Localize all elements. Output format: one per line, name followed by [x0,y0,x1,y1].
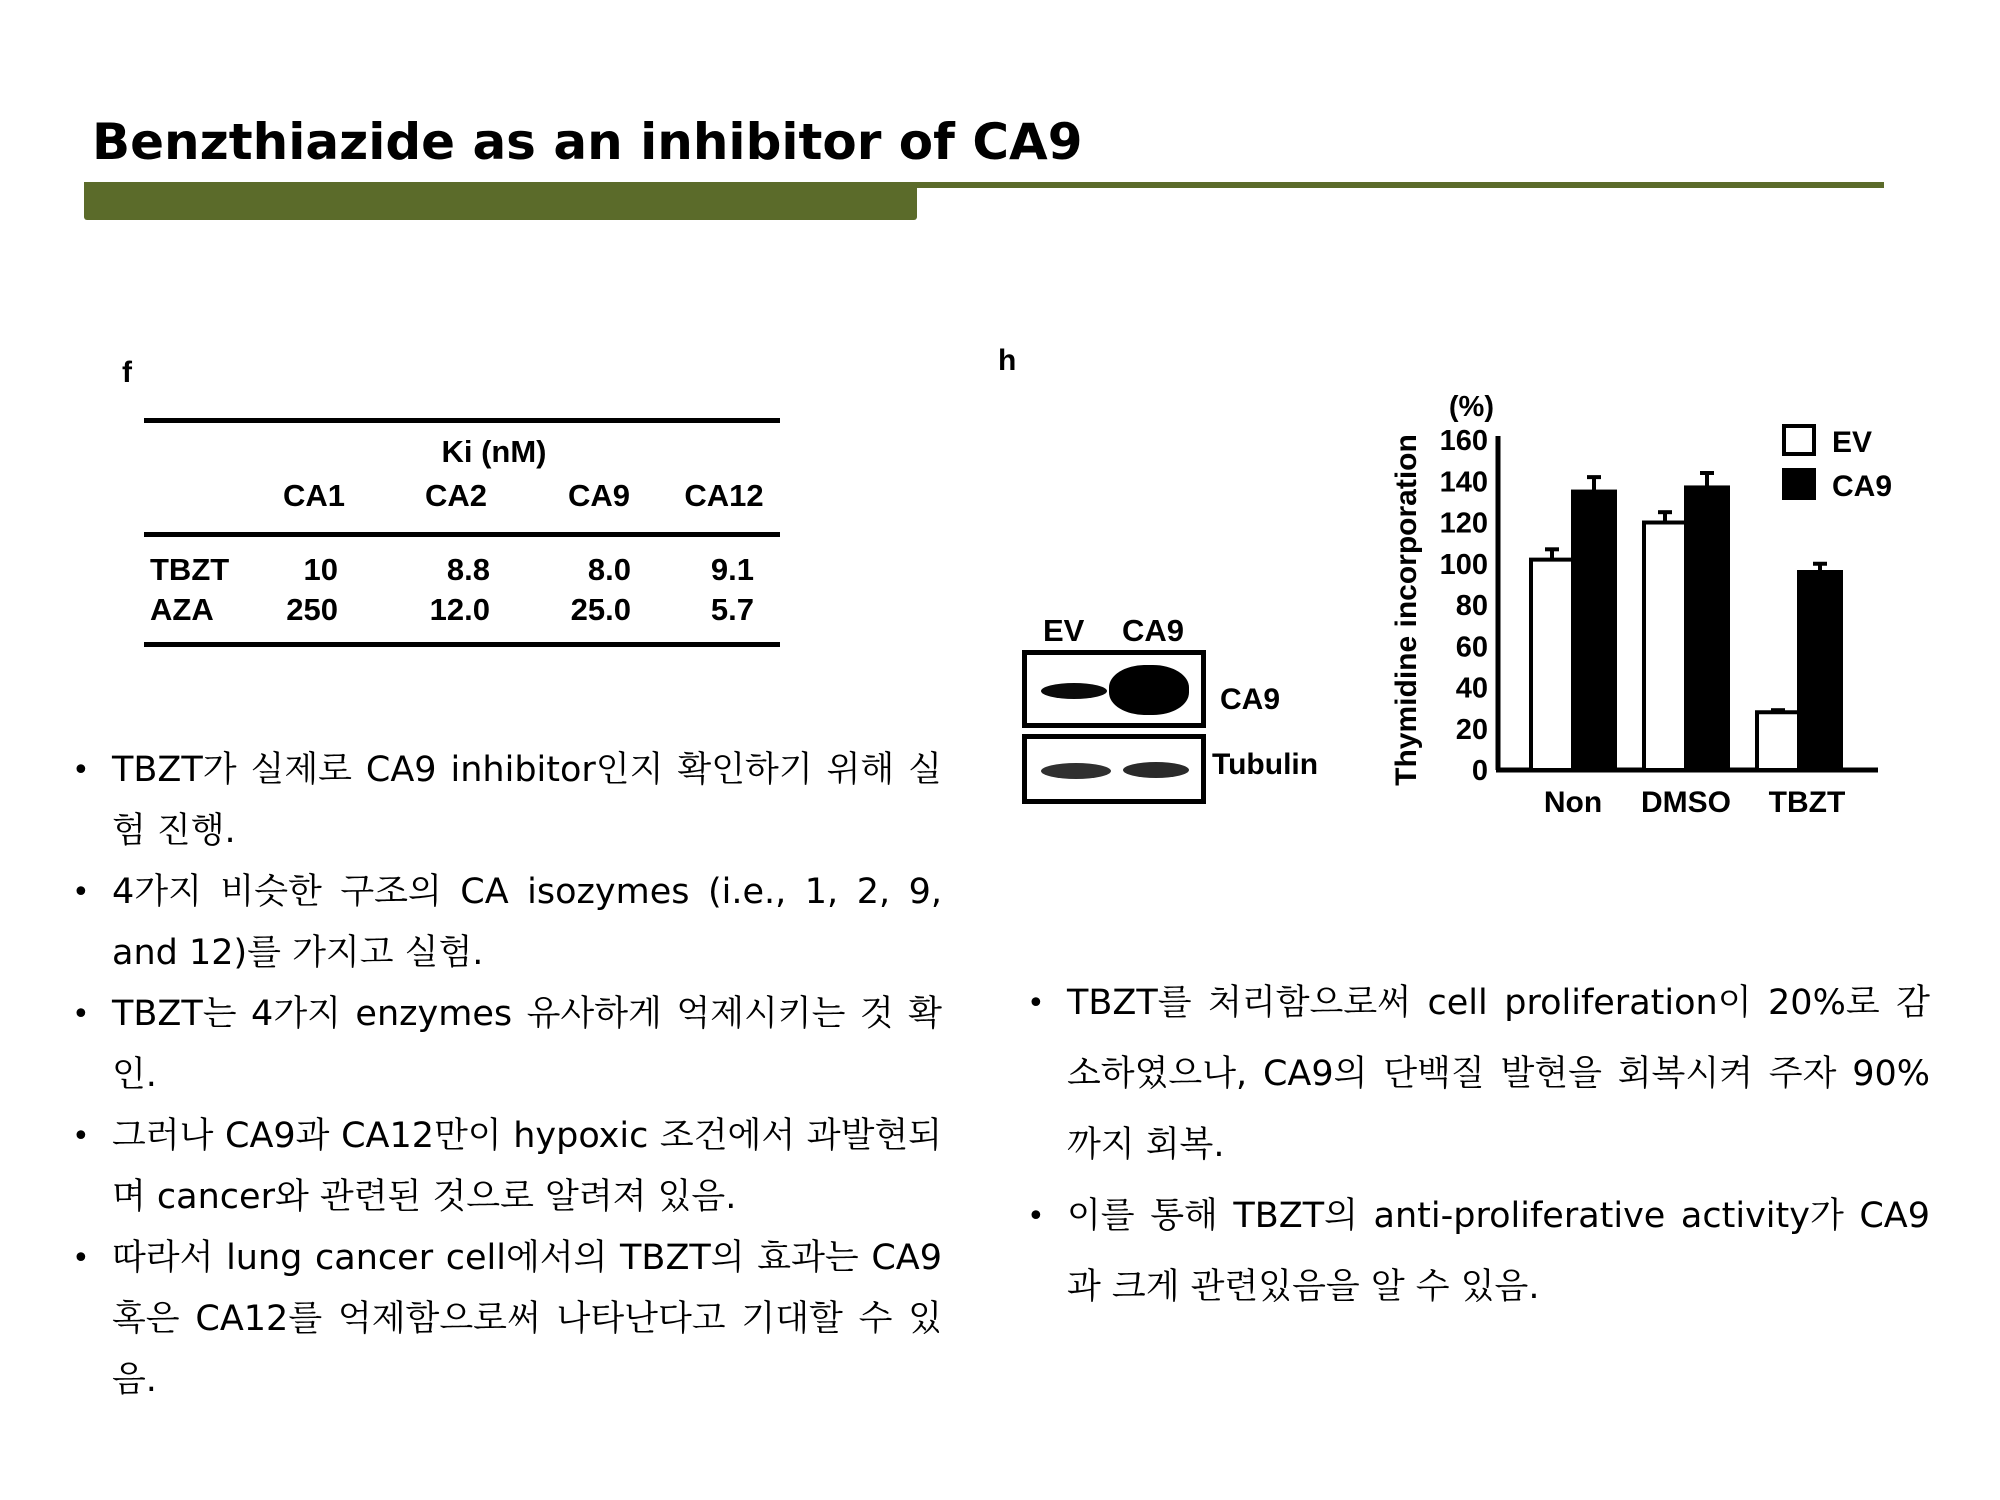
column-header-ca1: CA1 [282,478,346,513]
blot-lane-ev: EV [1043,613,1085,648]
bullet-marker: • [72,875,90,910]
y-tick-label: 100 [1439,548,1488,581]
row-name-tbzt: TBZT [150,552,230,587]
thymidine-bar-chart [1380,380,1940,820]
legend-swatch [1784,426,1814,454]
table-bottom-rule [144,642,780,647]
blot-row-ca9: CA9 [1220,683,1281,716]
row-name-aza: AZA [150,592,214,627]
blot-band [1123,762,1189,778]
bar-ca9-tbzt [1799,572,1841,770]
bullet-marker: • [1027,986,1045,1021]
slide-title: Benzthiazide as an inhibitor of CA9 [92,113,1083,171]
panel-h-label: h [998,344,1017,377]
legend-label: EV [1832,426,1873,459]
table-cell: 9.1 [710,552,754,587]
y-axis-label: Thymidine incorporation [1390,434,1423,786]
table-cell: 10 [303,552,338,587]
blot-band [1041,763,1111,779]
table-cell: 8.8 [446,552,490,587]
bullet-text: TBZT가 실제로 CA9 inhibitor인지 확인하기 위해 실험 진행. [112,750,942,851]
column-header-ca9: CA9 [567,478,631,513]
bar-ca9-dmso [1686,487,1728,770]
bullet-text: 따라서 lung cancer cell에서의 TBZT의 효과는 CA9 혹은 CA12를 억제함으로써 나타난다고 기대할 수 있음. [112,1238,942,1400]
bullet-marker: • [72,997,90,1032]
blot-lane-ca9: CA9 [1122,613,1185,648]
bullet-text: 4가지 비슷한 구조의 CA isozymes (i.e., 1, 2, 9, and 12)를 가지고 실험. [112,872,942,973]
bullet-item [72,862,942,984]
y-unit-label: (%) [1448,391,1494,423]
y-tick-label: 120 [1439,507,1488,540]
bullet-item [72,984,942,1106]
x-tick-label: DMSO [1641,786,1731,819]
y-tick-label: 160 [1439,425,1488,457]
column-header-ca2: CA2 [424,478,488,513]
y-tick-label: 40 [1455,672,1488,705]
table-cell: 250 [286,592,338,627]
bullet-item [72,1228,942,1411]
table-cell: 12.0 [429,592,490,627]
bullet-list-left [72,740,942,1411]
blot-tubulin-panel [1022,734,1206,804]
bullet-item [72,740,942,862]
blot-band [1109,665,1189,715]
bar-ev-non [1531,560,1573,770]
table-top-rule [144,418,780,423]
y-tick-label: 20 [1455,713,1488,746]
table-cell: 8.0 [587,552,631,587]
table-cell: 5.7 [710,592,754,627]
bullet-item [1027,968,1930,1181]
bullet-text: TBZT를 처리함으로써 cell proliferation이 20%로 감소하였으나, CA9의 단백질 발현을 회복시켜 주자 90%까지 회복. [1067,983,1930,1165]
y-tick-label: 0 [1471,755,1488,787]
x-tick-label: TBZT [1768,786,1846,819]
bullet-text: 이를 통해 TBZT의 anti-proliferative activity가 CA9과 크게 관련있음을 알 수 있음. [1067,1196,1930,1307]
column-header-ca12: CA12 [684,478,764,513]
title-accent-bar [84,184,917,220]
blot-ca9-panel [1022,650,1206,728]
bullet-marker: • [1027,1199,1045,1234]
bullet-marker: • [72,1241,90,1276]
y-tick-label: 60 [1455,631,1488,664]
bullet-item [72,1106,942,1228]
y-tick-label: 80 [1455,590,1488,622]
blot-band [1041,683,1107,699]
bullet-list-right [1027,968,1930,1323]
blot-row-tubulin: Tubulin [1212,748,1319,781]
y-tick-label: 140 [1439,466,1488,499]
ki-group-header: Ki (nM) [441,434,547,469]
panel-f-label: f [122,356,132,389]
bullet-marker: • [72,753,90,788]
bar-ev-dmso [1644,523,1686,771]
table-mid-rule [144,532,780,537]
ki-table [144,418,780,650]
bullet-item [1027,1181,1930,1323]
bullet-text: 그러나 CA9과 CA12만이 hypoxic 조건에서 과발현되며 cancer와 관련된 것으로 알려져 있음. [112,1116,942,1217]
bullet-marker: • [72,1119,90,1154]
x-tick-label: Non [1543,786,1603,819]
bar-ca9-non [1573,492,1615,770]
legend-swatch [1784,470,1814,498]
legend-label: CA9 [1832,470,1893,503]
table-cell: 25.0 [570,592,631,627]
bar-ev-tbzt [1757,712,1799,770]
bullet-text: TBZT는 4가지 enzymes 유사하게 억제시키는 것 확인. [112,994,942,1095]
